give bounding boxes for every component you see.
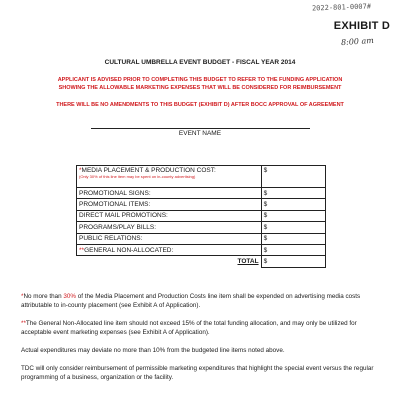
warning-line-2: SHOWING THE ALLOWABLE MARKETING EXPENSES THAT WILL BE CONSIDERED FOR REIMBURSEMENT xyxy=(58,85,342,91)
budget-item-label: DIRECT MAIL PROMOTIONS: xyxy=(77,210,262,221)
budget-amount-media[interactable]: $ xyxy=(261,166,325,188)
note-general-non-allocated xyxy=(21,319,386,337)
note-text: of the Media Placement and Production Costs line item shall be expended on advertising media costs attributable to in-county placement (see Exhibit A of Application). xyxy=(21,293,361,309)
budget-item-general xyxy=(77,244,262,255)
budget-item-label: PUBLIC RELATIONS: xyxy=(77,233,262,244)
warning-no-amendments: THERE WILL BE NO AMENDMENTS TO THIS BUDGET (EXHIBIT D) AFTER BOCC APPROVAL OF AGREEMENT xyxy=(56,102,344,108)
budget-row-items xyxy=(77,199,326,210)
note-marker: ** xyxy=(21,320,26,327)
budget-item-label: PROGRAMS/PLAY BILLS: xyxy=(77,222,262,233)
budget-row-media xyxy=(77,166,326,188)
budget-item-label: GENERAL NON-ALLOCATED: xyxy=(84,246,174,254)
note-media-placement xyxy=(21,292,386,310)
event-name-field-line[interactable] xyxy=(91,128,310,129)
document-title: CULTURAL UMBRELLA EVENT BUDGET - FISCAL YEAR 2014 xyxy=(104,59,296,66)
budget-row-total xyxy=(77,256,326,267)
handwritten-time-note: 8:00 am xyxy=(340,35,375,48)
note-text: The General Non-Allocated line item should not exceed 15% of the total funding allocation, and may only be utilized for acceptable event marketing expenses (see Exhibit A of Application). xyxy=(21,320,357,336)
budget-row-programs xyxy=(77,222,326,233)
budget-item-media xyxy=(77,166,262,188)
note-tdc-reimbursement: TDC will only consider reimbursement of permissible marketing expenditures that highlight the special event versus the regular programming of a business, organization or the facility. xyxy=(21,365,374,381)
document-stamp: 2022-801-0007# xyxy=(311,2,372,13)
budget-total-label: TOTAL xyxy=(77,256,262,267)
event-name-label: EVENT NAME xyxy=(178,130,222,137)
budget-amount-signs[interactable]: $ xyxy=(261,188,325,199)
note-expenditure-deviation: Actual expenditures may deviate no more than 10% from the budgeted line items noted above. xyxy=(21,347,285,354)
budget-row-direct-mail xyxy=(77,210,326,221)
warning-line-1: APPLICANT IS ADVISED PRIOR TO COMPLETING THIS BUDGET TO REFER TO THE FUNDING APPLICATION xyxy=(57,77,343,83)
budget-amount-items[interactable]: $ xyxy=(261,199,325,210)
budget-row-general xyxy=(77,244,326,255)
budget-table xyxy=(76,165,326,268)
budget-amount-public-relations[interactable]: $ xyxy=(261,233,325,244)
budget-amount-general[interactable]: $ xyxy=(261,244,325,255)
budget-amount-programs[interactable]: $ xyxy=(261,222,325,233)
budget-amount-total[interactable]: $ xyxy=(261,256,325,267)
budget-item-label: PROMOTIONAL ITEMS: xyxy=(77,199,262,210)
budget-row-signs xyxy=(77,188,326,199)
budget-marker: ** xyxy=(79,246,85,254)
budget-item-label: PROMOTIONAL SIGNS: xyxy=(77,188,262,199)
budget-marker: * xyxy=(79,167,82,174)
note-marker: * xyxy=(21,293,24,300)
note-percentage: 30% xyxy=(63,293,76,300)
exhibit-label: EXHIBIT D xyxy=(333,20,390,32)
budget-amount-direct-mail[interactable]: $ xyxy=(261,210,325,221)
warning-advisory xyxy=(0,76,400,92)
budget-item-label: MEDIA PLACEMENT & PRODUCTION COST: xyxy=(81,167,216,174)
budget-row-public-relations xyxy=(77,233,326,244)
budget-item-note: (Only 30% of this line item may be spent on in-county advertising) xyxy=(79,174,196,179)
note-text: No more than xyxy=(23,293,64,300)
